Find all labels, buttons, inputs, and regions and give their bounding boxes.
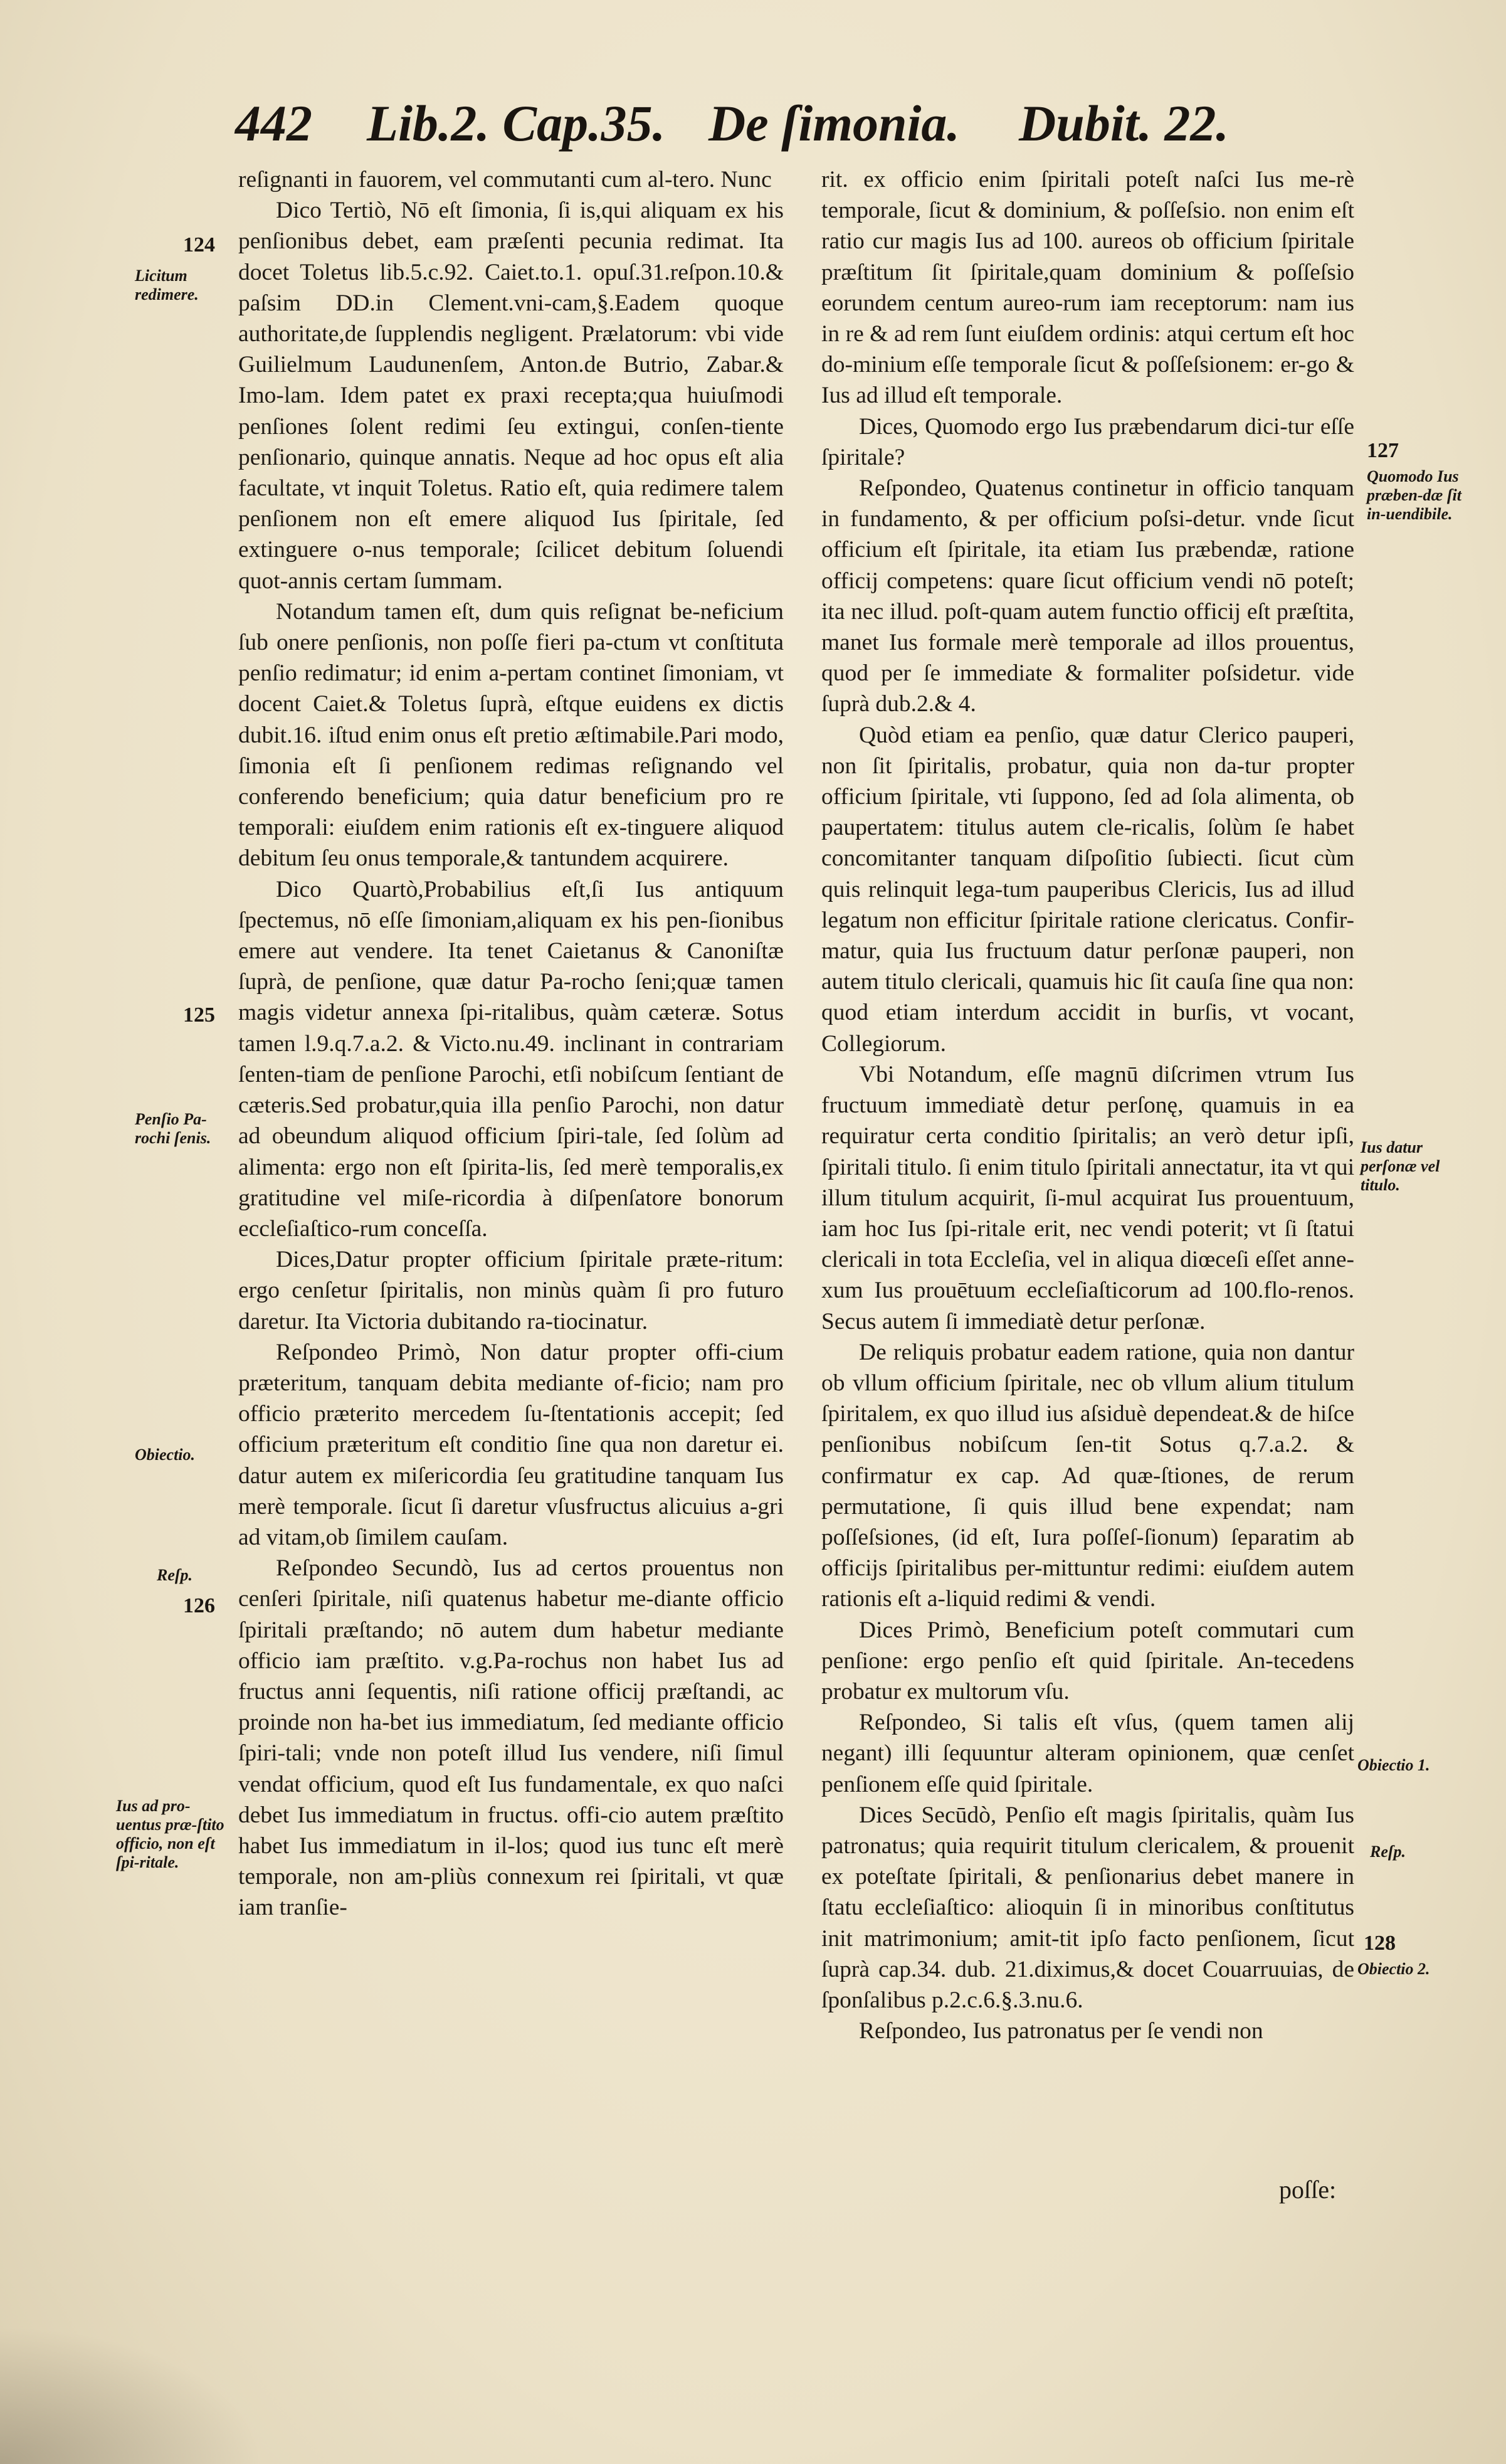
margin-number-127: 127 [1367, 439, 1399, 462]
dubium-label: Dubit. 22. [1019, 95, 1229, 152]
paragraph: Dico Quartò,Probabilius eſt,ſi Ius antiquum ſpectemus, nō eſſe ſimoniam,aliquam ex his pen-ſionibus emere aut vendere. Ita tenet Caietanus & Canoniſtæ ſuprà, de penſione, quæ datur Pa-rocho ſeni;quæ tamen magis videtur annexa ſpi-ritalibus, quàm cæteræ. Sotus tamen l.9.q.7.a.2. & Victo.nu.49. inclinant in contrariam ſenten-tiam de penſione Parochi, etſi nobiſcum ſentiant de cæteris.Sed probatur,quia illa penſio Parochi, non datur ad obeundum aliquod officium ſpiri-tale, ſed ſolùm ad alimenta: ergo non eſt ſpirita-lis, ſed merè temporalis,ex gratitudine vel miſe-ricordia à diſpenſatore bonorum eccleſiaſtico-rum conceſſa. [238, 876, 784, 1242]
paragraph: Reſpondeo Primò, Non datur propter offi-cium præteritum, tanquam debita mediante of-ficio; nam pro officio præterito mercedem ſu-ſtentationis accepit; ſed officium præteritum eſt conditio ſine qua non daretur ei. datur autem ex miſericordia ſeu gratitudine tanquam Ius merè temporale. ſicut ſi daretur vſusfructus alicuius a-gri ad vitam,ob ſimilem cauſam. [238, 1339, 784, 1550]
paragraph: Reſpondeo, Quatenus continetur in officio tanquam in fundamento, & per officium poſsi-detur. vnde ſicut officium eſt ſpiritale, ita etiam Ius præbendæ, ratione officij competens: quare ſicut officium vendi nō poteſt; ita nec illud. poſt-quam autem functio officij eſt præſtita, manet Ius formale merè temporale ad illos prouentus, quod per ſe immediate & formaliter poſsidetur. vide ſuprà dub.2.& 4. [821, 475, 1354, 717]
book-chapter: Lib.2. Cap.35. [367, 95, 666, 152]
margin-note-licitum: Licitum redimere. [135, 267, 199, 304]
right-text-column [821, 164, 1354, 2046]
paragraph: Vbi Notandum, eſſe magnū diſcrimen vtrum Ius fructuum immediatè detur perſonę, quamuis in ea requiratur certa conditio ſpiritalis; an verò detur ipſi, ſpiritali titulo. ſi enim titulo ſpiritali annectatur, ita vt qui illum titulum acquirit, ſi-mul acquirat Ius prouentuum, iam hoc Ius ſpi-ritale erit, nec vendi poterit; vt ſi ſtatui clericali in tota Eccleſia, vel in aliqua diœceſi eſſet anne-xum Ius prouētuum eccleſiaſticorum ad 100.flo-renos. Secus autem ſi immediatè detur perſonæ. [821, 1061, 1354, 1335]
margin-note-pensio: Penſio Pa-rochi ſenis. [135, 1110, 211, 1147]
paragraph: Reſpondeo, Si talis eſt vſus, (quem tamen alij negant) illi ſequuntur alteram opinionem, quæ cenſet penſionem eſſe quid ſpiritale. [821, 1710, 1354, 1797]
paragraph: Dices,Datur propter officium ſpiritale præte-ritum: ergo cenſetur ſpiritalis, non minùs quàm ſi pro futuro daretur. Ita Victoria dubitando ra-tiocinatur. [238, 1247, 784, 1335]
paragraph: Dices Secūdò, Penſio eſt magis ſpiritalis, quàm Ius patronatus; quia requirit titulum clericalem, & prouenit ex poteſtate ſpiritali, & penſionarius debet manere in ſtatu eccleſiaſtico: alioquin ſi in minoribus conſtitutus init matrimonium; amit-tit ipſo facto penſionem, ſicut ſuprà cap.34. dub. 21.diximus,& docet Couarruuias, de ſponſalibus p.2.c.6.§.3.nu.6. [821, 1802, 1354, 2013]
paragraph: rit. ex officio enim ſpiritali poteſt naſci Ius me-rè temporale, ſicut & dominium, & poſſeſsio. non enim eſt ratio cur magis Ius ad 100. aureos ob officium ſpiritale præſtitum ſit ſpiritale,quam dominium & poſſeſsio eorundem centum aureo-rum iam receptorum: nam ius in re & ad rem ſunt eiuſdem ordinis: atqui certum eſt hoc do-minium eſſe temporale ſicut & poſſeſsionem: er-go & Ius ad illud eſt temporale. [821, 167, 1354, 409]
paragraph: Reſpondeo Secundò, Ius ad certos prouentus non cenſeri ſpiritale, niſi quatenus habetur me-diante officio ſpiritali præſtando; nō autem dum habetur mediante officio iam præſtito. v.g.Pa-rochus non habet Ius ad fructus anni ſequentis, niſi ratione officij præſtandi, ac proinde non ha-bet ius immediatum, ſed mediante officio ſpiri-tali; vnde non poteſt illud Ius vendere, niſi ſimul vendat officium, quod eſt Ius fundamentale, ex quo naſci debet Ius immediatum in fructus. offi-cio autem præſtito habet Ius immediatum in il-los; quod ius tunc eſt merè temporale, non am-pliùs connexum rei ſpiritali, vt quæ iam tranſie- [238, 1555, 784, 1921]
margin-number-125: 125 [183, 1003, 215, 1027]
margin-note-obiectio: Obiectio. [135, 1446, 196, 1464]
margin-note-ius-datur: Ius datur perſonæ vel titulo. [1361, 1138, 1440, 1194]
paragraph: reſignanti in fauorem, vel commutanti cum al-tero. Nunc [238, 167, 772, 193]
page-shadow [0, 2326, 263, 2464]
margin-number-126: 126 [183, 1594, 215, 1617]
page-number: 442 [235, 95, 312, 152]
paragraph: Dices, Quomodo ergo Ius præbendarum dici-tur eſſe ſpiritale? [821, 413, 1354, 470]
paragraph: Dices Primò, Beneficium poteſt commutari cum penſione: ergo penſio eſt quid ſpiritale. An-tecedens probatur ex multorum vſu. [821, 1617, 1354, 1705]
paragraph: Reſpondeo, Ius patronatus per ſe vendi non [859, 2018, 1263, 2044]
margin-number-128: 128 [1364, 1932, 1396, 1955]
paragraph: Quòd etiam ea penſio, quæ datur Clerico pauperi, non ſit ſpiritalis, probatur, quia non da-tur propter officium ſpiritale, vti ſuppono, ſed ad ſola alimenta, ob paupertatem: titulus autem cle-ricalis, ſolùm ſe habet concomitanter tanquam diſpoſitio ſubiecti. ſicut cùm quis relinquit lega-tum pauperibus Clericis, Ius ad illud legatum non efficitur ſpiritale ratione clericatus. Confir-matur, quia Ius fructuum datur perſonæ pauperi, non autem titulo clericali, quamuis hic ſit cauſa ſine qua non: quod etiam interdum accidit in burſis, vt vocant, Collegiorum. [821, 722, 1354, 1057]
topic-title: De ſimonia. [708, 95, 960, 152]
margin-note-resp-right: Reſp. [1370, 1843, 1406, 1861]
running-header [235, 94, 1263, 163]
margin-number-124: 124 [183, 233, 215, 256]
paragraph: De reliquis probatur eadem ratione, quia non dantur ob vllum officium ſpiritale, nec ob vllum alium titulum ſpiritalem, ex quo illud ius aſsiduè dependeat.& de hiſce penſionibus nobiſcum ſen-tit Sotus q.7.a.2. & confirmatur ex cap. Ad quæ-ſtiones, de rerum permutatione, ſi quis illud bene expendat; nam poſſeſsiones, (id eſt, Iura poſſeſ-ſionum) ſeparatim ab officijs ſpiritalibus per-mittuntur redimi: eiuſdem autem rationis eſt a-liquid redimi & vendi. [821, 1339, 1354, 1612]
margin-note-obiectio-1: Obiectio 1. [1357, 1756, 1430, 1774]
margin-note-ius-ad-prouentus: Ius ad pro-uentus præ-ſtito officio, non eſt ſpi-ritale. [116, 1797, 224, 1871]
margin-note-obiectio-2: Obiectio 2. [1357, 1960, 1430, 1978]
margin-note-quomodo: Quomodo Ius præben-dæ ſit in-uendibile. [1367, 467, 1461, 523]
catchword: poſſe: [1279, 2176, 1337, 2204]
paragraph: Dico Tertiò, Nō eſt ſimonia, ſi is,qui aliquam ex his penſionibus debet, eam præſenti pecunia redimat. Ita docet Toletus lib.5.c.92. Caiet.to.1. opuſ.31.reſpon.10.& paſsim DD.in Clement.vni-cam,§.Eadem quoque authoritate,de ſupplendis negligent. Prælatorum: vbi vide Guilielmum Laudunenſem, Anton.de Butrio, Zabar.& Imo-lam. Idem patet ex praxi recepta;qua huiuſmodi penſiones ſolent redimi ſeu extingui, conſen-tiente penſionario, quinque annatis. Neque ad hoc opus eſt alia facultate, vt inquit Toletus. Ratio eſt, quia redimere talem penſionem non eſt emere aliquod Ius ſpiritale, ſed extinguere o-nus temporale; ſcilicet debitum ſoluendi quot-annis certam ſummam. [238, 198, 784, 594]
margin-note-resp: Reſp. [157, 1566, 193, 1584]
left-text-column [238, 164, 784, 1923]
paragraph: Notandum tamen eſt, dum quis reſignat be-neficium ſub onere penſionis, non poſſe fieri pa-ctum vt conſtituta penſio redimatur; id enim a-pertam continet ſimoniam, vt docent Caiet.& Toletus ſuprà, eſtque euidens ex dictis dubit.16. iſtud enim onus eſt pretio æſtimabile.Pari modo, ſimonia eſt ſi penſionem redimas reſignando vel conferendo beneficium; quia datur beneficium pro re temporali: eiuſdem enim rationis eſt ex-tinguere aliquod debitum ſeu onus temporale,& tantundem acquirere. [238, 598, 784, 872]
